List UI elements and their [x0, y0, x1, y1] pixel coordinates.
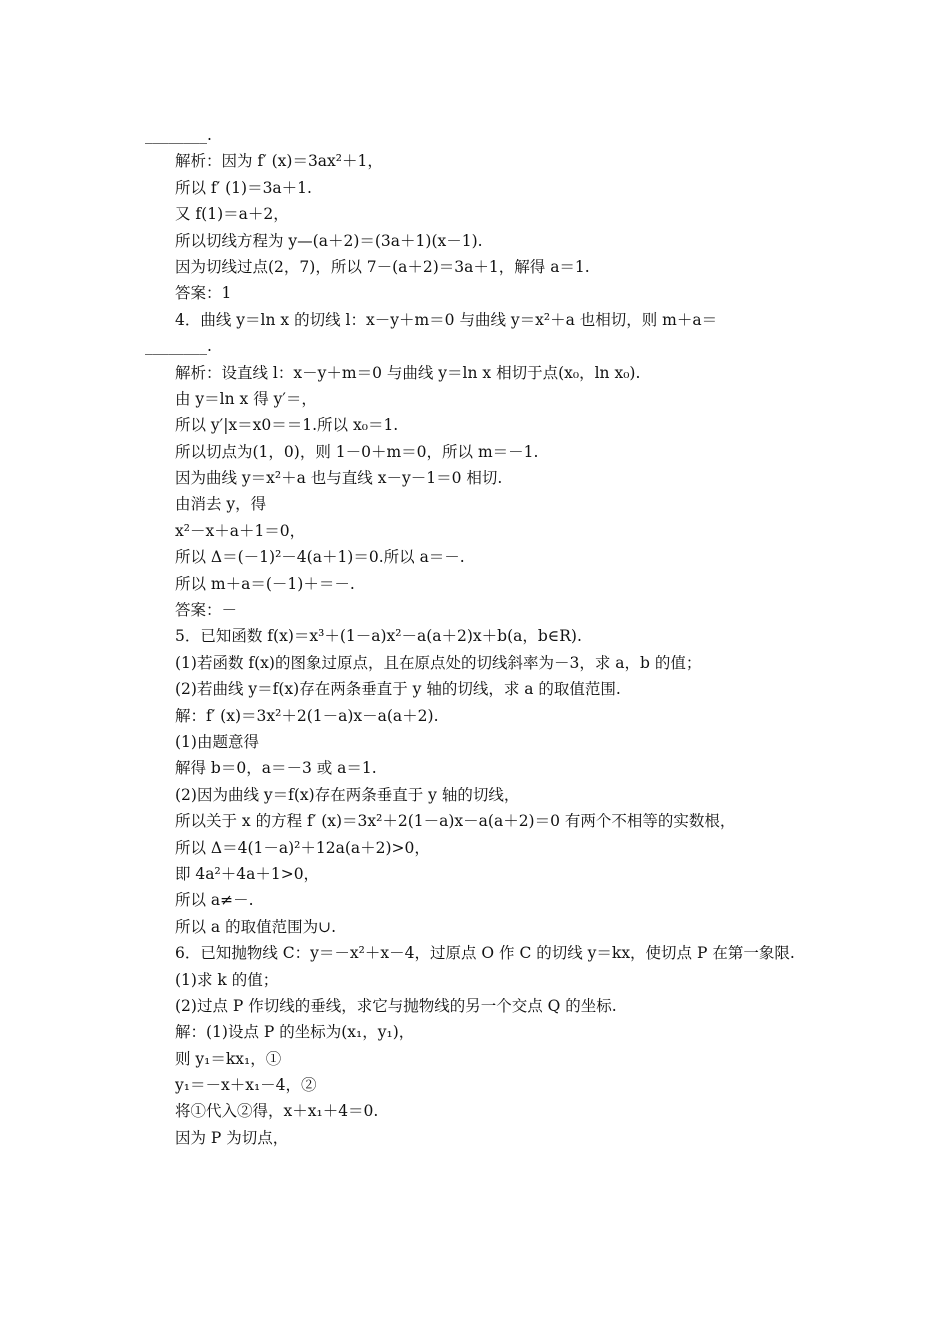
text-line: 因为 P 为切点，	[175, 1128, 289, 1147]
problem-5-heading: 5．已知函数 f(x)＝x³＋(1－a)x²－a(a＋2)x＋b(a，b∈R).	[175, 627, 582, 646]
text-line: 由 y＝ln x 得 y′＝，	[175, 389, 317, 408]
problem-4-heading: 4．曲线 y＝ln x 的切线 l：x－y＋m＝0 与曲线 y＝x²＋a 也相切，则 m＋a＝	[175, 310, 718, 329]
text-line: 所以 y′|x＝x0＝＝1.所以 x₀＝1.	[175, 416, 399, 435]
text-line: 即 4a²＋4a＋1>0，	[175, 864, 320, 883]
document-body	[145, 122, 815, 1151]
text-line: 所以 a≠－.	[175, 891, 254, 910]
text-line: (1)由题意得	[175, 732, 259, 751]
text-line: 又 f(1)＝a＋2，	[175, 205, 289, 224]
text-line: 因为切线过点(2，7)，所以 7－(a＋2)＝3a＋1，解得 a＝1.	[175, 257, 590, 276]
text-line: 所以关于 x 的方程 f′ (x)＝3x²＋2(1－a)x－a(a＋2)＝0 有两个不相等的实数根，	[175, 812, 736, 831]
text-line: 解：f′ (x)＝3x²＋2(1－a)x－a(a＋2).	[175, 706, 439, 725]
text-line: 解得 b＝0，a＝－3 或 a＝1.	[175, 759, 377, 778]
text-line: (1)若函数 f(x)的图象过原点，且在原点处的切线斜率为－3，求 a，b 的值；	[175, 653, 702, 672]
text-line: 解析：因为 f′ (x)＝3ax²＋1，	[175, 152, 383, 171]
text-line: 将①代入②得，x＋x₁＋4＝0.	[175, 1102, 379, 1121]
text-line: (2)过点 P 作切线的垂线，求它与抛物线的另一个交点 Q 的坐标.	[175, 996, 617, 1015]
text-line: y₁＝－x＋x₁－4，②	[175, 1076, 317, 1095]
text-line: 所以 m＋a＝(－1)＋＝－.	[175, 574, 355, 593]
text-line: (2)若曲线 y＝f(x)存在两条垂直于 y 轴的切线，求 a 的取值范围.	[175, 680, 621, 699]
text-line: 由消去 y，得	[175, 495, 267, 514]
text-line: (1)求 k 的值；	[175, 970, 279, 989]
text-line: (2)因为曲线 y＝f(x)存在两条垂直于 y 轴的切线，	[175, 785, 520, 804]
text-line: 所以 a 的取值范围为∪.	[175, 917, 337, 936]
answer-blank-line: ________.	[145, 337, 212, 356]
problem-6-heading: 6．已知抛物线 C：y＝－x²＋x－4，过原点 O 作 C 的切线 y＝kx，使切点 P 在第一象限.	[175, 944, 795, 963]
answer-blank-line: ________.	[145, 126, 212, 144]
text-line: 所以 f′ (1)＝3a＋1.	[175, 178, 312, 197]
text-line: 则 y₁＝kx₁，①	[175, 1049, 282, 1068]
answer-line: 答案：－	[175, 601, 238, 620]
answer-line: 答案：1	[175, 284, 232, 303]
text-line: 解析：设直线 l：x－y＋m＝0 与曲线 y＝ln x 相切于点(x₀，ln x₀).	[175, 363, 641, 382]
text-line: 所以切点为(1，0)，则 1－0＋m＝0，所以 m＝－1.	[175, 442, 539, 461]
text-line: 因为曲线 y＝x²＋a 也与直线 x－y－1＝0 相切.	[175, 469, 503, 488]
text-line: 所以切线方程为 y—(a＋2)＝(3a＋1)(x－1).	[175, 231, 483, 250]
text-line: 所以 Δ＝4(1－a)²＋12a(a＋2)>0，	[175, 838, 430, 857]
text-line: x²－x＋a＋1＝0，	[175, 521, 306, 540]
text-line: 所以 Δ＝(－1)²－4(a＋1)＝0.所以 a＝－.	[175, 548, 465, 567]
text-line: 解：(1)设点 P 的坐标为(x₁，y₁)，	[175, 1023, 415, 1042]
